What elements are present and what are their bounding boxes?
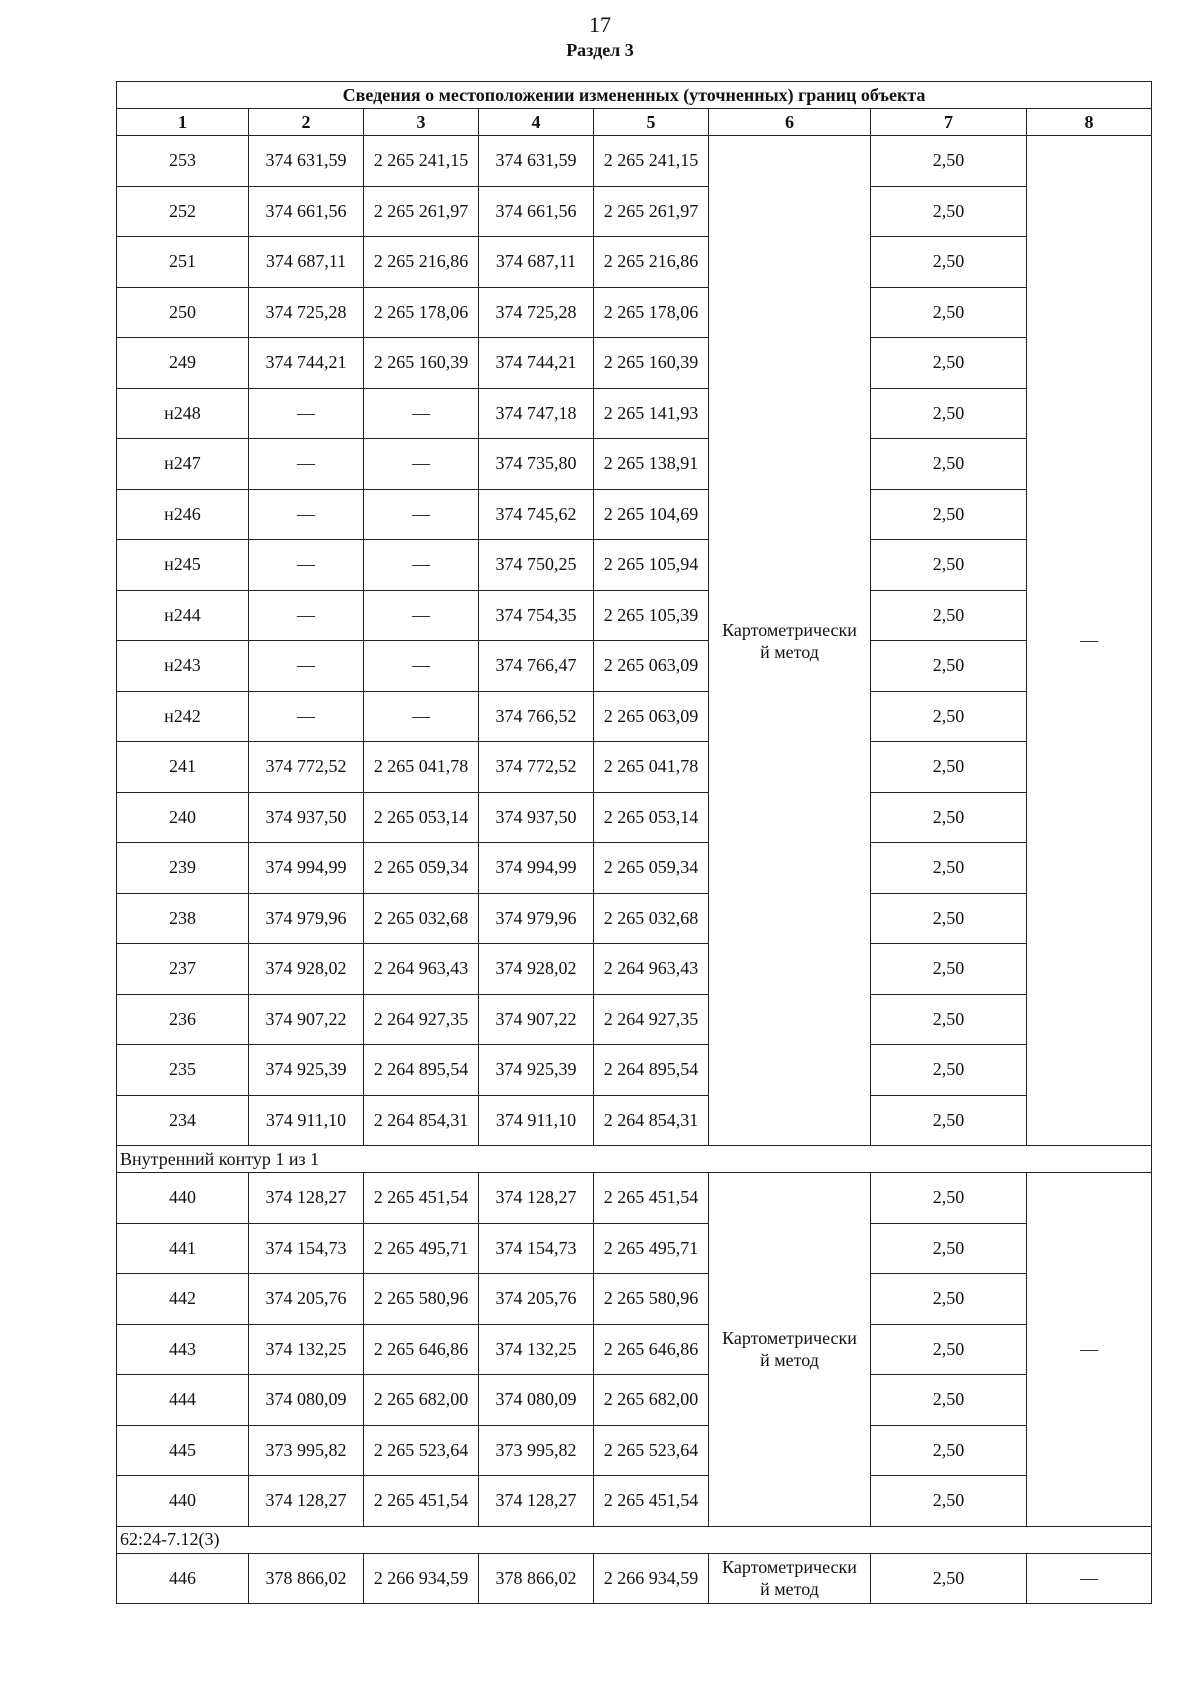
x-old-cell: — [249,388,364,439]
table-row [117,136,1152,187]
table-title-row [117,82,1152,109]
table-row [117,1425,1152,1476]
point-number-cell: 240 [117,792,249,843]
table-row [117,1173,1152,1224]
x-old-cell: — [249,691,364,742]
point-number-cell: 250 [117,287,249,338]
y-old-cell: — [364,439,479,490]
y-old-cell: — [364,540,479,591]
x-new-cell: 374 994,99 [479,843,594,894]
x-old-cell: 374 132,25 [249,1324,364,1375]
y-old-cell: 2 265 646,86 [364,1324,479,1375]
column-header: 8 [1027,109,1152,136]
x-new-cell: 374 080,09 [479,1375,594,1426]
y-new-cell: 2 265 059,34 [594,843,709,894]
point-number-cell: н244 [117,590,249,641]
x-new-cell: 374 747,18 [479,388,594,439]
table-row [117,540,1152,591]
column-header: 6 [709,109,871,136]
x-old-cell: — [249,489,364,540]
table-row [117,388,1152,439]
table-row [117,944,1152,995]
y-new-cell: 2 265 063,09 [594,641,709,692]
y-new-cell: 2 265 104,69 [594,489,709,540]
accuracy-cell: 2,50 [871,136,1027,187]
point-number-cell: 239 [117,843,249,894]
x-new-cell: 374 735,80 [479,439,594,490]
table-row [117,1324,1152,1375]
x-old-cell: 374 911,10 [249,1095,364,1146]
point-number-cell: 251 [117,237,249,288]
table-row [117,287,1152,338]
y-new-cell: 2 265 261,97 [594,186,709,237]
x-old-cell: — [249,590,364,641]
accuracy-cell: 2,50 [871,843,1027,894]
accuracy-cell: 2,50 [871,540,1027,591]
table-row [117,338,1152,389]
table-row [117,641,1152,692]
method-text-line1: Картометрически [722,1557,857,1578]
y-new-cell: 2 265 138,91 [594,439,709,490]
table-row [117,994,1152,1045]
table-row [117,893,1152,944]
x-new-cell: 374 754,35 [479,590,594,641]
point-number-cell: 252 [117,186,249,237]
accuracy-cell: 2,50 [871,1045,1027,1096]
x-new-cell: 374 745,62 [479,489,594,540]
page-number: 17 [589,12,611,37]
y-new-cell: 2 265 041,78 [594,742,709,793]
point-number-cell: 249 [117,338,249,389]
column-header: 3 [364,109,479,136]
y-old-cell: 2 265 041,78 [364,742,479,793]
table-row [117,1375,1152,1426]
method-text-line2: й метод [760,1350,819,1371]
point-number-cell: 444 [117,1375,249,1426]
y-new-cell: 2 265 032,68 [594,893,709,944]
x-new-cell: 374 772,52 [479,742,594,793]
point-number-cell: 442 [117,1274,249,1325]
y-new-cell: 2 265 063,09 [594,691,709,742]
point-number-cell: н247 [117,439,249,490]
x-new-cell: 374 128,27 [479,1173,594,1224]
point-number-cell: 235 [117,1045,249,1096]
x-old-cell: — [249,439,364,490]
inner-contour-label: Внутренний контур 1 из 1 [117,1146,1152,1173]
x-new-cell: 374 154,73 [479,1223,594,1274]
point-number-cell: 446 [117,1553,249,1604]
method-text-line2: й метод [760,1579,819,1600]
point-number-cell: 440 [117,1476,249,1527]
x-old-cell: 373 995,82 [249,1425,364,1476]
y-old-cell: 2 265 261,97 [364,186,479,237]
y-new-cell: 2 265 141,93 [594,388,709,439]
point-number-cell: 234 [117,1095,249,1146]
accuracy-cell: 2,50 [871,1274,1027,1325]
x-old-cell: — [249,540,364,591]
table-row [117,590,1152,641]
column-header: 2 [249,109,364,136]
column-header: 5 [594,109,709,136]
y-old-cell: 2 264 895,54 [364,1045,479,1096]
column-header: 7 [871,109,1027,136]
x-old-cell: 374 744,21 [249,338,364,389]
x-new-cell: 374 205,76 [479,1274,594,1325]
x-new-cell: 378 866,02 [479,1553,594,1604]
y-new-cell: 2 265 053,14 [594,792,709,843]
x-new-cell: 374 937,50 [479,792,594,843]
x-new-cell: 374 750,25 [479,540,594,591]
table-title: Сведения о местоположении измененных (уточненных) границ объекта [117,82,1152,109]
inner-contour-label-row [117,1146,1152,1173]
accuracy-cell: 2,50 [871,1553,1027,1604]
y-old-cell: 2 265 580,96 [364,1274,479,1325]
x-new-cell: 374 128,27 [479,1476,594,1527]
y-new-cell: 2 265 495,71 [594,1223,709,1274]
x-new-cell: 374 766,47 [479,641,594,692]
table-header-row [117,109,1152,136]
y-new-cell: 2 265 216,86 [594,237,709,288]
accuracy-cell: 2,50 [871,186,1027,237]
x-old-cell: 374 128,27 [249,1173,364,1224]
y-new-cell: 2 264 963,43 [594,944,709,995]
y-old-cell: 2 265 178,06 [364,287,479,338]
y-old-cell: 2 265 032,68 [364,893,479,944]
x-new-cell: 374 132,25 [479,1324,594,1375]
parcel-label: 62:24-7.12(3) [117,1526,1152,1553]
x-old-cell: 374 928,02 [249,944,364,995]
y-new-cell: 2 265 105,94 [594,540,709,591]
y-old-cell: — [364,641,479,692]
accuracy-cell: 2,50 [871,439,1027,490]
point-number-cell: 445 [117,1425,249,1476]
y-old-cell: 2 266 934,59 [364,1553,479,1604]
accuracy-cell: 2,50 [871,1095,1027,1146]
y-old-cell: 2 264 963,43 [364,944,479,995]
table-row [117,792,1152,843]
accuracy-cell: 2,50 [871,994,1027,1045]
x-new-cell: 374 744,21 [479,338,594,389]
accuracy-cell: 2,50 [871,893,1027,944]
accuracy-cell: 2,50 [871,944,1027,995]
x-old-cell: 374 994,99 [249,843,364,894]
accuracy-cell: 2,50 [871,1476,1027,1527]
x-old-cell: 374 661,56 [249,186,364,237]
point-number-cell: н248 [117,388,249,439]
point-number-cell: н245 [117,540,249,591]
x-new-cell: 374 907,22 [479,994,594,1045]
column-header: 4 [479,109,594,136]
y-old-cell: 2 265 059,34 [364,843,479,894]
y-new-cell: 2 264 895,54 [594,1045,709,1096]
table-row [117,1553,1152,1604]
y-old-cell: 2 265 523,64 [364,1425,479,1476]
accuracy-cell: 2,50 [871,338,1027,389]
y-old-cell: 2 265 241,15 [364,136,479,187]
y-new-cell: 2 265 451,54 [594,1173,709,1224]
y-old-cell: 2 265 053,14 [364,792,479,843]
accuracy-cell: 2,50 [871,792,1027,843]
table-row [117,186,1152,237]
column8-cell: — [1027,1553,1152,1604]
y-old-cell: 2 265 451,54 [364,1173,479,1224]
x-new-cell: 374 928,02 [479,944,594,995]
accuracy-cell: 2,50 [871,641,1027,692]
x-old-cell: 374 154,73 [249,1223,364,1274]
column-header: 1 [117,109,249,136]
y-old-cell: — [364,691,479,742]
x-old-cell: 374 925,39 [249,1045,364,1096]
column8-cell: — [1027,136,1152,1146]
accuracy-cell: 2,50 [871,489,1027,540]
accuracy-cell: 2,50 [871,237,1027,288]
point-number-cell: 443 [117,1324,249,1375]
y-new-cell: 2 265 682,00 [594,1375,709,1426]
x-new-cell: 374 925,39 [479,1045,594,1096]
y-new-cell: 2 265 646,86 [594,1324,709,1375]
point-number-cell: 253 [117,136,249,187]
method-cell [709,136,871,1146]
x-new-cell: 374 766,52 [479,691,594,742]
y-new-cell: 2 264 927,35 [594,994,709,1045]
x-new-cell: 374 687,11 [479,237,594,288]
accuracy-cell: 2,50 [871,1223,1027,1274]
y-new-cell: 2 265 241,15 [594,136,709,187]
x-old-cell: 374 725,28 [249,287,364,338]
point-number-cell: 441 [117,1223,249,1274]
y-old-cell: 2 265 216,86 [364,237,479,288]
y-new-cell: 2 265 105,39 [594,590,709,641]
y-new-cell: 2 265 451,54 [594,1476,709,1527]
y-old-cell: 2 264 854,31 [364,1095,479,1146]
x-new-cell: 374 631,59 [479,136,594,187]
point-number-cell: 241 [117,742,249,793]
method-cell [709,1173,871,1527]
table-row [117,1045,1152,1096]
x-old-cell: — [249,641,364,692]
point-number-cell: н246 [117,489,249,540]
y-old-cell: — [364,388,479,439]
x-old-cell: 374 979,96 [249,893,364,944]
accuracy-cell: 2,50 [871,1324,1027,1375]
x-old-cell: 374 631,59 [249,136,364,187]
table-row [117,237,1152,288]
column8-cell: — [1027,1173,1152,1527]
accuracy-cell: 2,50 [871,287,1027,338]
accuracy-cell: 2,50 [871,590,1027,641]
y-old-cell: 2 265 682,00 [364,1375,479,1426]
x-old-cell: 374 080,09 [249,1375,364,1426]
accuracy-cell: 2,50 [871,388,1027,439]
y-old-cell: — [364,590,479,641]
x-old-cell: 374 907,22 [249,994,364,1045]
table-row [117,439,1152,490]
y-old-cell: 2 265 495,71 [364,1223,479,1274]
y-old-cell: — [364,489,479,540]
x-new-cell: 373 995,82 [479,1425,594,1476]
point-number-cell: н243 [117,641,249,692]
method-text-line2: й метод [760,641,819,662]
table-row [117,691,1152,742]
coordinates-table [116,81,1152,1604]
y-old-cell: 2 265 451,54 [364,1476,479,1527]
method-text-line1: Картометрически [722,619,857,640]
table-row [117,1476,1152,1527]
section-title: Раздел 3 [566,40,634,60]
accuracy-cell: 2,50 [871,1425,1027,1476]
x-old-cell: 374 128,27 [249,1476,364,1527]
table-row [117,1274,1152,1325]
point-number-cell: 236 [117,994,249,1045]
y-new-cell: 2 265 178,06 [594,287,709,338]
x-new-cell: 374 725,28 [479,287,594,338]
x-old-cell: 374 937,50 [249,792,364,843]
y-old-cell: 2 264 927,35 [364,994,479,1045]
x-old-cell: 378 866,02 [249,1553,364,1604]
y-old-cell: 2 265 160,39 [364,338,479,389]
y-new-cell: 2 265 160,39 [594,338,709,389]
accuracy-cell: 2,50 [871,742,1027,793]
y-new-cell: 2 266 934,59 [594,1553,709,1604]
table-row [117,489,1152,540]
accuracy-cell: 2,50 [871,691,1027,742]
y-new-cell: 2 264 854,31 [594,1095,709,1146]
table-row [117,1223,1152,1274]
table-row [117,742,1152,793]
x-old-cell: 374 205,76 [249,1274,364,1325]
point-number-cell: 237 [117,944,249,995]
y-new-cell: 2 265 523,64 [594,1425,709,1476]
point-number-cell: н242 [117,691,249,742]
x-new-cell: 374 979,96 [479,893,594,944]
point-number-cell: 238 [117,893,249,944]
method-cell [709,1553,871,1604]
x-new-cell: 374 911,10 [479,1095,594,1146]
method-text-line1: Картометрически [722,1328,857,1349]
x-old-cell: 374 772,52 [249,742,364,793]
accuracy-cell: 2,50 [871,1173,1027,1224]
parcel-label-row [117,1526,1152,1553]
table-row [117,1095,1152,1146]
x-new-cell: 374 661,56 [479,186,594,237]
table-row [117,843,1152,894]
accuracy-cell: 2,50 [871,1375,1027,1426]
point-number-cell: 440 [117,1173,249,1224]
y-new-cell: 2 265 580,96 [594,1274,709,1325]
x-old-cell: 374 687,11 [249,237,364,288]
